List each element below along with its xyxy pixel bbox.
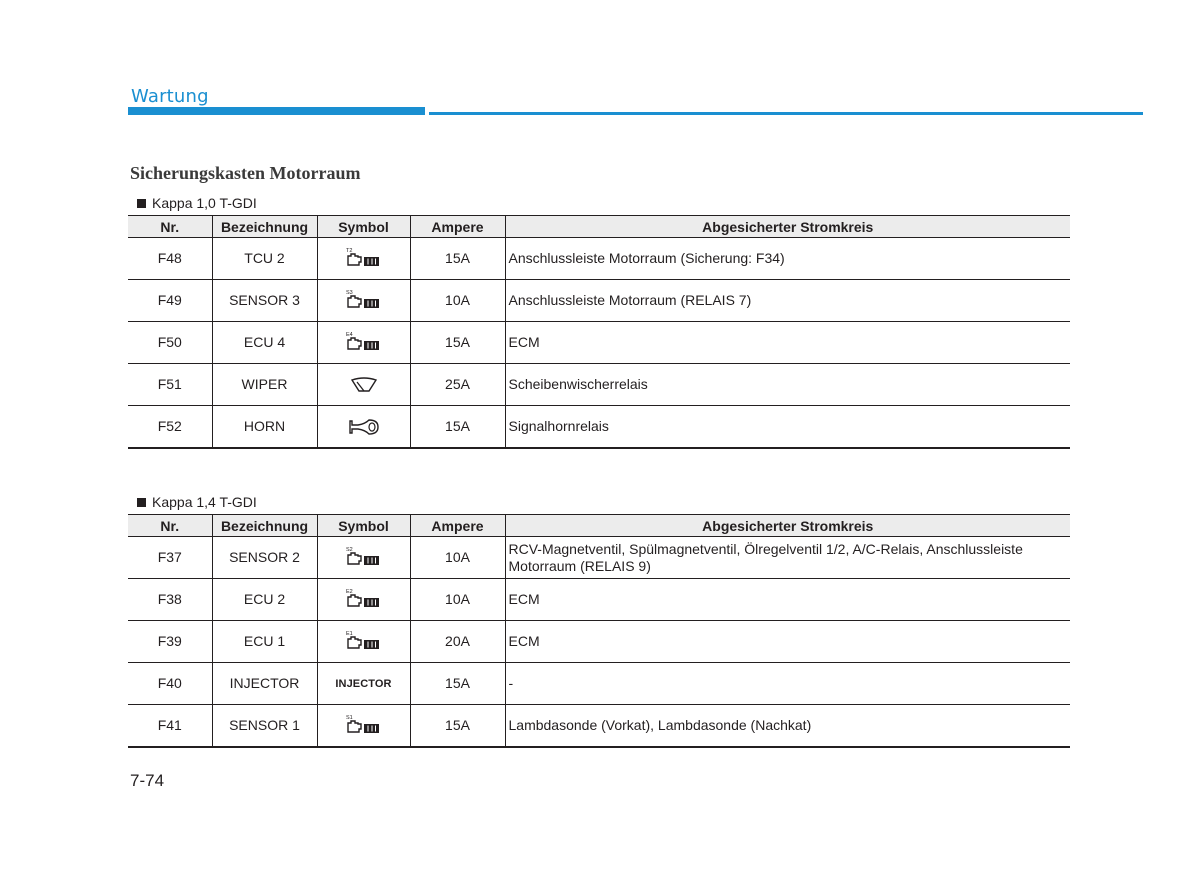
fuse-ampere: 10A	[410, 280, 505, 322]
fuse-row	[128, 238, 1070, 280]
engine-module-icon	[344, 590, 384, 606]
fuse-number: F50	[128, 322, 212, 364]
fuse-circuit: Lambdasonde (Vorkat), Lambdasonde (Nachkat)	[505, 705, 1070, 748]
column-header: Bezeichnung	[212, 515, 317, 537]
bullet-square-icon	[137, 199, 146, 208]
engine-subheading-1	[137, 195, 257, 211]
fuse-row	[128, 705, 1070, 748]
column-header: Symbol	[317, 216, 410, 238]
fuse-ampere: 15A	[410, 322, 505, 364]
fuse-number: F39	[128, 621, 212, 663]
engine-module-icon	[344, 291, 384, 307]
fuse-ampere: 10A	[410, 579, 505, 621]
column-header: Bezeichnung	[212, 216, 317, 238]
fuse-name: SENSOR 2	[212, 537, 317, 579]
engine-module-icon	[344, 632, 384, 648]
fuse-symbol	[317, 322, 410, 364]
fuse-circuit: ECM	[505, 322, 1070, 364]
column-header: Symbol	[317, 515, 410, 537]
engine-label: Kappa 1,0 T-GDI	[152, 195, 257, 211]
engine-module-icon	[344, 548, 384, 564]
symbol-tag: S3	[345, 289, 353, 296]
fuse-symbol	[317, 364, 410, 406]
section-title: Sicherungskasten Motorraum	[130, 163, 361, 183]
wiper-icon	[349, 375, 379, 391]
fuse-row	[128, 322, 1070, 364]
fuse-symbol	[317, 705, 410, 748]
fuse-name: ECU 4	[212, 322, 317, 364]
fuse-symbol	[317, 663, 410, 705]
fuse-ampere: 15A	[410, 663, 505, 705]
column-header: Ampere	[410, 515, 505, 537]
fuse-table-body	[128, 537, 1070, 748]
fuse-number: F40	[128, 663, 212, 705]
symbol-tag: E1	[345, 630, 353, 637]
fuse-symbol	[317, 406, 410, 449]
fuse-row	[128, 663, 1070, 705]
engine-subheading-2	[137, 494, 257, 510]
fuse-name: HORN	[212, 406, 317, 449]
table-header-row	[128, 515, 1070, 537]
fuse-circuit: RCV-Magnetventil, Spülmagnetventil, Ölregelventil 1/2, A/C-Relais, Anschlussleiste Motorraum (RELAIS 9)	[505, 537, 1070, 579]
fuse-circuit: Anschlussleiste Motorraum (RELAIS 7)	[505, 280, 1070, 322]
fuse-number: F48	[128, 238, 212, 280]
fuse-name: WIPER	[212, 364, 317, 406]
fuse-table-1	[128, 215, 1070, 449]
engine-module-icon	[344, 333, 384, 349]
header-rule-accent	[128, 107, 425, 115]
symbol-text: INJECTOR	[335, 678, 392, 690]
bullet-square-icon	[137, 498, 146, 507]
fuse-symbol	[317, 280, 410, 322]
horn-icon	[347, 417, 381, 433]
fuse-number: F41	[128, 705, 212, 748]
fuse-table-2	[128, 514, 1070, 748]
symbol-tag: T2	[345, 247, 352, 254]
fuse-circuit: Anschlussleiste Motorraum (Sicherung: F34)	[505, 238, 1070, 280]
fuse-symbol	[317, 238, 410, 280]
fuse-number: F52	[128, 406, 212, 449]
column-header: Ampere	[410, 216, 505, 238]
fuse-name: INJECTOR	[212, 663, 317, 705]
fuse-number: F49	[128, 280, 212, 322]
fuse-number: F37	[128, 537, 212, 579]
fuse-symbol	[317, 537, 410, 579]
engine-label: Kappa 1,4 T-GDI	[152, 494, 257, 510]
fuse-number: F38	[128, 579, 212, 621]
fuse-circuit: ECM	[505, 621, 1070, 663]
symbol-tag: S1	[345, 714, 353, 721]
symbol-tag: E2	[345, 588, 353, 595]
fuse-table-body	[128, 238, 1070, 449]
fuse-circuit: Signalhornrelais	[505, 406, 1070, 449]
page-number: 7-74	[130, 771, 165, 790]
fuse-circuit: -	[505, 663, 1070, 705]
fuse-ampere: 15A	[410, 406, 505, 449]
table-header-row	[128, 216, 1070, 238]
symbol-tag: E4	[345, 331, 353, 338]
fuse-ampere: 10A	[410, 537, 505, 579]
fuse-name: ECU 2	[212, 579, 317, 621]
column-header: Nr.	[128, 216, 212, 238]
fuse-row	[128, 364, 1070, 406]
fuse-row	[128, 621, 1070, 663]
column-header: Abgesicherter Stromkreis	[505, 515, 1070, 537]
engine-module-icon	[344, 716, 384, 732]
fuse-symbol	[317, 621, 410, 663]
fuse-row	[128, 579, 1070, 621]
fuse-row	[128, 537, 1070, 579]
fuse-ampere: 20A	[410, 621, 505, 663]
fuse-name: SENSOR 3	[212, 280, 317, 322]
fuse-symbol	[317, 579, 410, 621]
chapter-title: Wartung	[131, 86, 209, 107]
fuse-ampere: 15A	[410, 238, 505, 280]
fuse-ampere: 25A	[410, 364, 505, 406]
column-header: Nr.	[128, 515, 212, 537]
fuse-row	[128, 280, 1070, 322]
fuse-name: ECU 1	[212, 621, 317, 663]
fuse-row	[128, 406, 1070, 449]
column-header: Abgesicherter Stromkreis	[505, 216, 1070, 238]
fuse-circuit: Scheibenwischerrelais	[505, 364, 1070, 406]
engine-module-icon	[344, 249, 384, 265]
fuse-circuit: ECM	[505, 579, 1070, 621]
fuse-name: SENSOR 1	[212, 705, 317, 748]
fuse-ampere: 15A	[410, 705, 505, 748]
symbol-tag: S2	[345, 546, 353, 553]
fuse-number: F51	[128, 364, 212, 406]
header-rule	[429, 112, 1143, 115]
fuse-name: TCU 2	[212, 238, 317, 280]
